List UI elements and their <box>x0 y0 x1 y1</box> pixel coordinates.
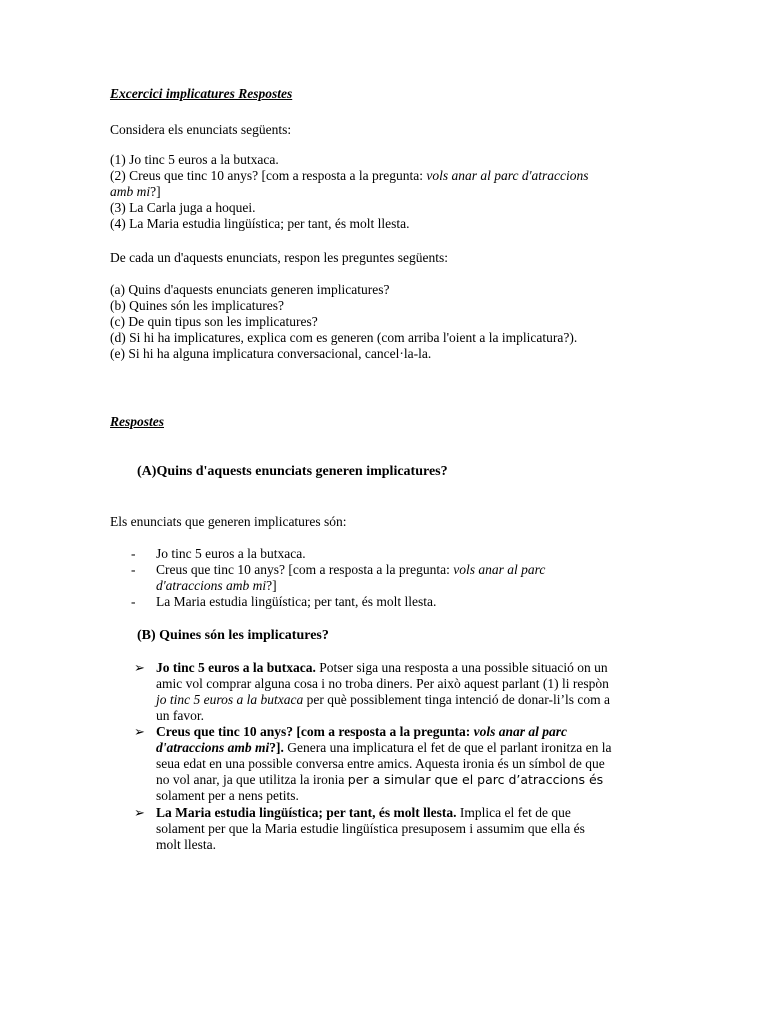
arrow-bullet-icon: ➢ <box>134 724 145 739</box>
section-a-label: (A) <box>137 464 157 479</box>
section-a-list <box>110 546 670 610</box>
list-item-cont: d'atraccions amb mi?] <box>156 578 277 593</box>
section-b-item-2: ➢ Creus que tinc 10 anys? [com a resposta a la pregunta: vols anar al parc d'atraccions amb mi?]. Genera una implicatura el fet de que el parlant ironitza en la seua edat en una possible conversa entre amics. Aquesta ironia és un símbol de que no vol anar, ja que utilitza la ironia per a simular que el parc d’atraccions és solament per a nens petits. <box>134 724 612 803</box>
list-item: - Jo tinc 5 euros a la butxaca. <box>131 546 306 561</box>
arrow-bullet-icon: ➢ <box>134 660 145 675</box>
section-b-item-3: ➢ La Maria estudia lingüística; per tant, és molt llesta. Implica el fet de que solament per que la Maria estudie lingüística presuposem i assumim que ella és molt llesta. <box>134 805 585 852</box>
list-item: - La Maria estudia lingüística; per tant, és molt llesta. <box>131 594 437 609</box>
exercise-title: Excercici implicatures Respostes <box>110 86 293 101</box>
question-c: (c) De quin tipus son les implicatures? <box>110 314 318 329</box>
section-b-title: Quines són les implicatures? <box>159 628 329 643</box>
dash-bullet: - <box>131 594 136 609</box>
question-list <box>110 282 670 362</box>
dash-bullet: - <box>131 562 136 577</box>
statement-2-cont: amb mi?] <box>110 184 161 199</box>
exercise-intro: Considera els enunciats següents: <box>110 122 292 137</box>
section-b-heading <box>137 628 697 644</box>
statement-1: (1) Jo tinc 5 euros a la butxaca. <box>110 152 279 167</box>
question-e: (e) Si hi ha alguna implicatura conversacional, cancel·la-la. <box>110 346 432 361</box>
section-b-label: (B) <box>137 628 156 643</box>
answers-title: Respostes <box>110 414 164 429</box>
statement-4: (4) La Maria estudia lingüística; per tant, és molt llesta. <box>110 216 410 231</box>
statement-3: (3) La Carla juga a hoquei. <box>110 200 256 215</box>
question-d: (d) Si hi ha implicatures, explica com es generen (com arriba l'oient a la implicatura?). <box>110 330 578 345</box>
section-a-title: Quins d'aquests enunciats generen implicatures? <box>156 464 448 479</box>
dash-bullet: - <box>131 546 136 561</box>
section-a-heading <box>137 464 697 480</box>
statement-list <box>110 152 670 232</box>
questions-intro: De cada un d'aquests enunciats, respon les preguntes següents: <box>110 250 448 265</box>
section-a-intro: Els enunciats que generen implicatures són: <box>110 514 347 529</box>
section-b-item-1: ➢ Jo tinc 5 euros a la butxaca. Potser siga una resposta a una possible situació on un amic vol comprar alguna cosa i no troba diners. Per això aquest parlant (1) li respòn jo tinc 5 euros a la butxaca per què possiblement tinga intenció de donar-li’ls com a un favor. <box>134 660 611 723</box>
arrow-bullet-icon: ➢ <box>134 805 145 820</box>
question-a: (a) Quins d'aquests enunciats generen implicatures? <box>110 282 390 297</box>
question-b: (b) Quines són les implicatures? <box>110 298 284 313</box>
statement-2: (2) Creus que tinc 10 anys? [com a resposta a la pregunta: vols anar al parc d'atraccions <box>110 168 589 183</box>
list-item: - Creus que tinc 10 anys? [com a resposta a la pregunta: vols anar al parc <box>131 562 546 577</box>
